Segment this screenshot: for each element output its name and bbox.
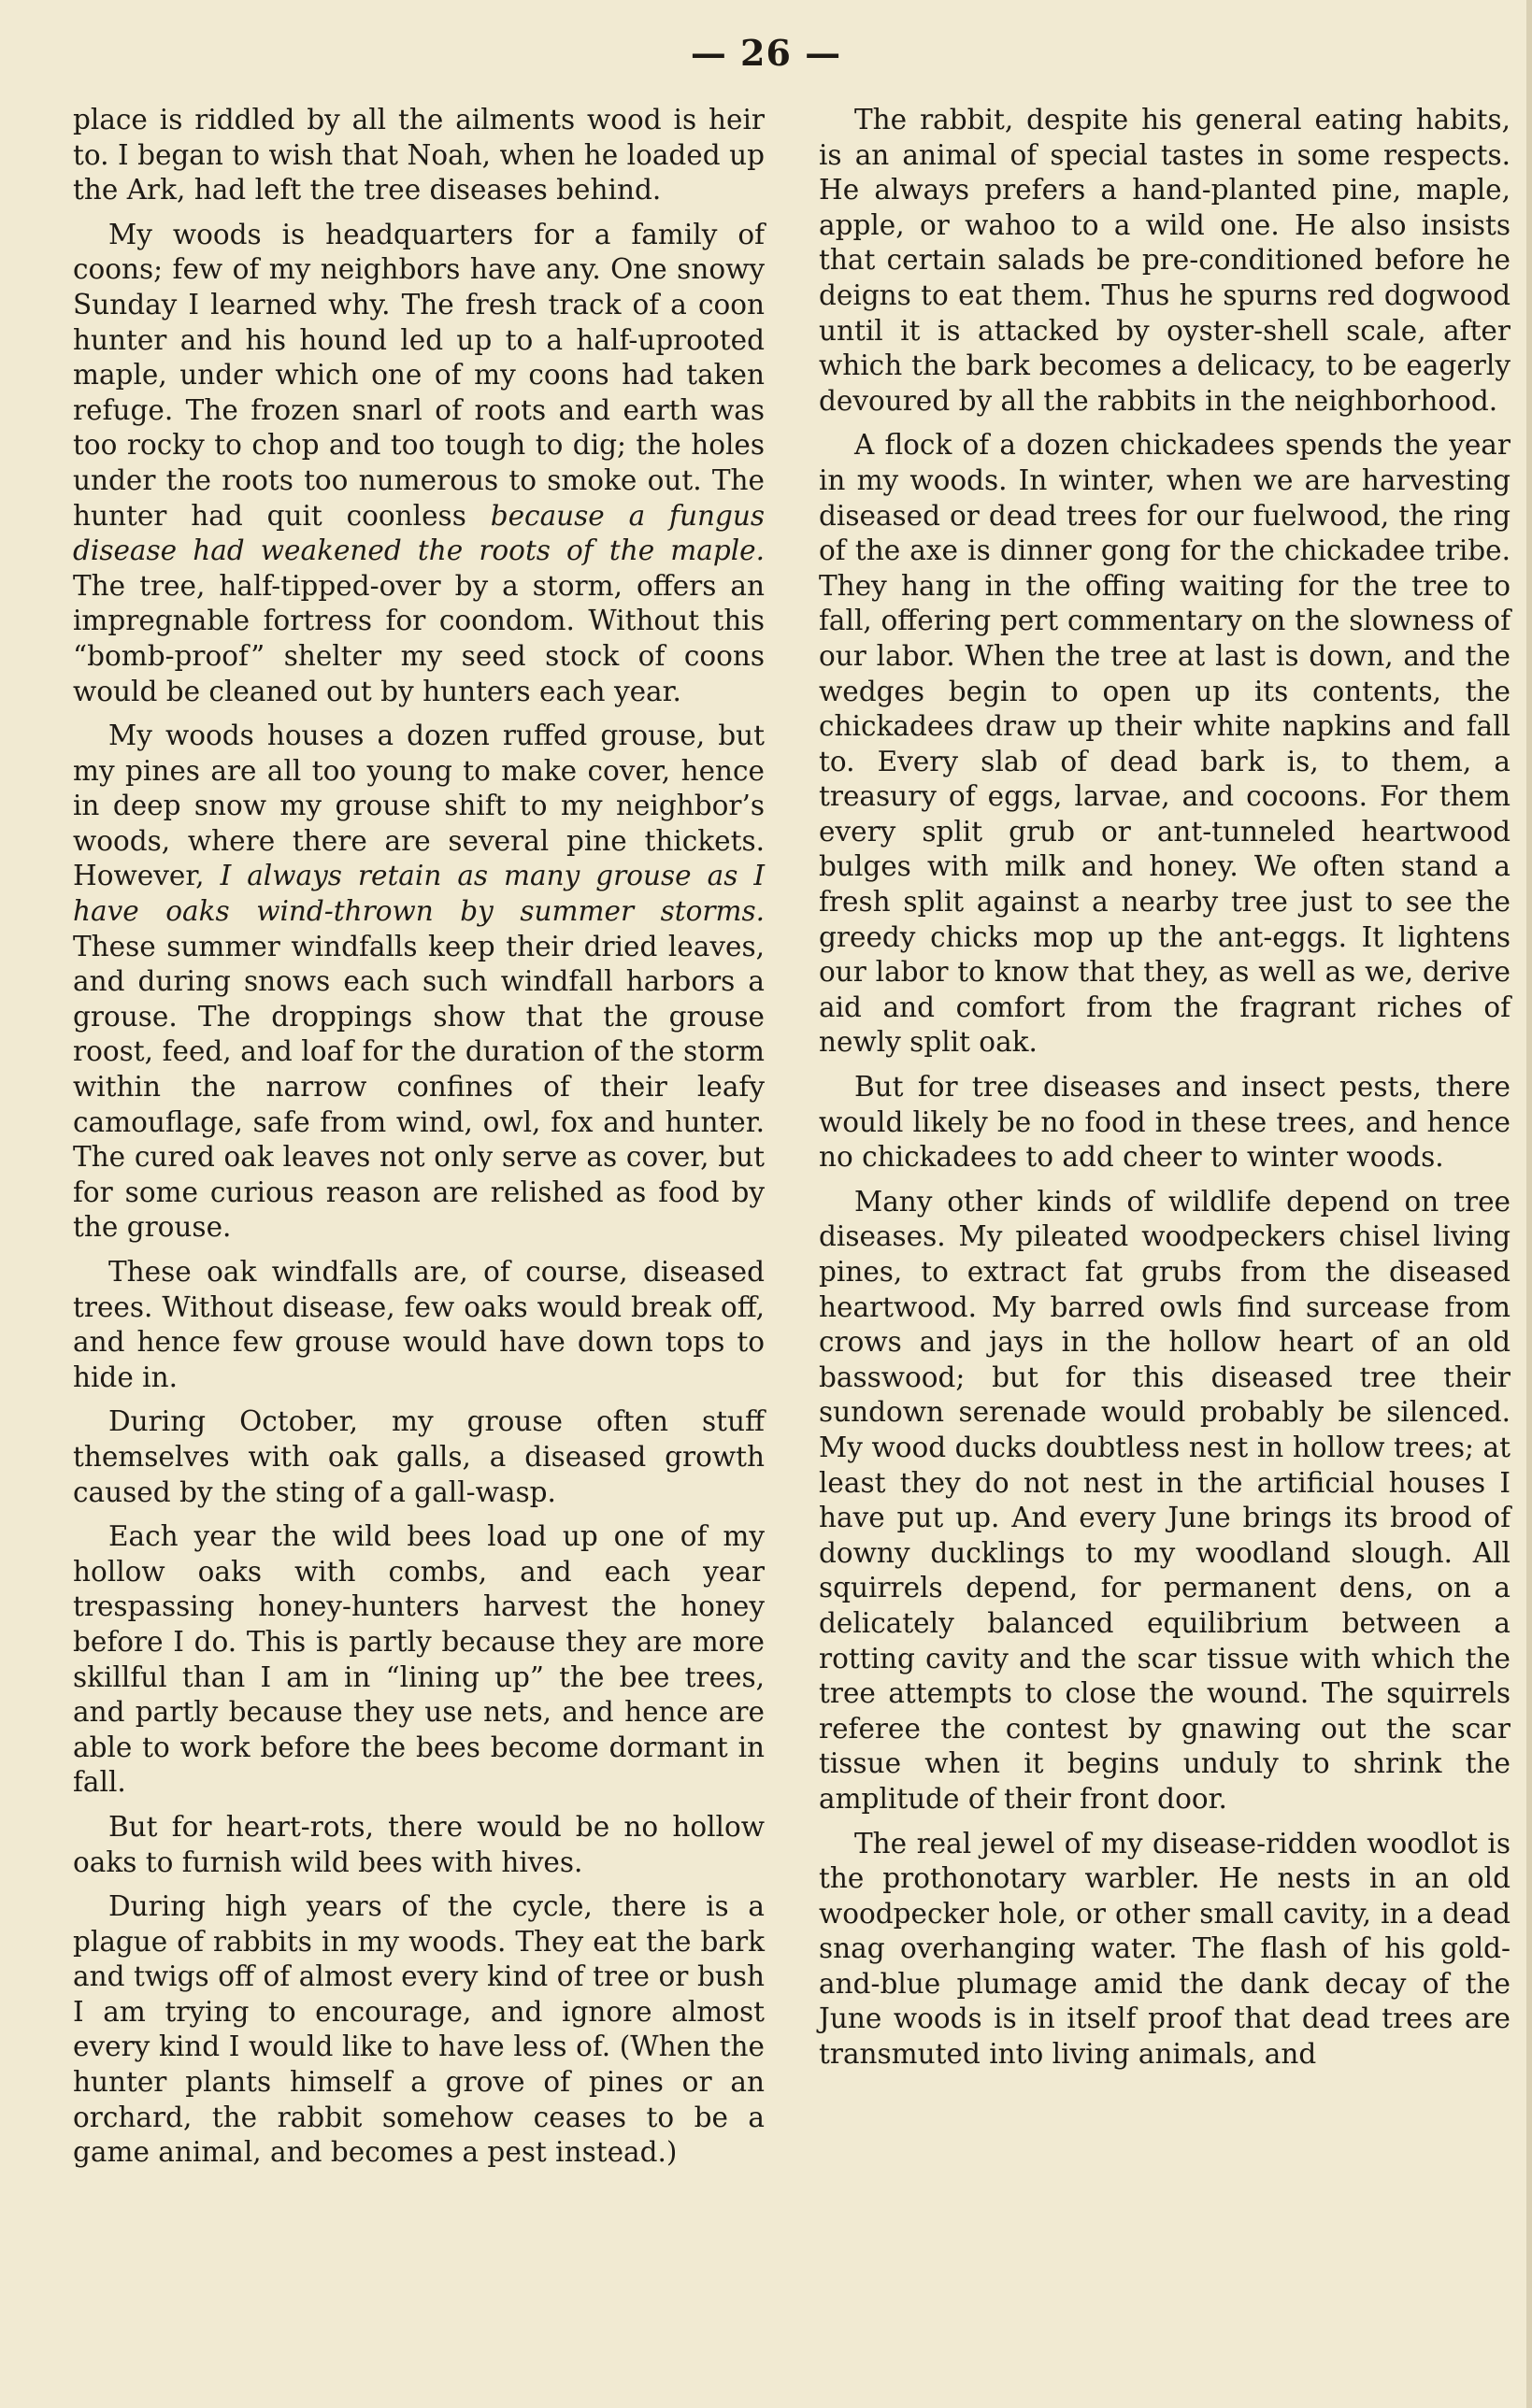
page-number: — 26 — [690, 32, 842, 74]
page-edge [1526, 0, 1532, 2408]
paragraph: These oak windfalls are, of course, diseased trees. Without disease, few oaks would break off, and hence few grouse would have down tops to hide in. [73, 1256, 765, 1393]
paragraph-text: My woods is headquarters for a family of coons; few of my neighbors have any. One snowy Sunday I learned why. The fresh track of a coon hunter and his hound led up to a half-uprooted maple, under which one of my coons had taken refuge. The frozen snarl of roots and earth was too rocky to chop and too tough to dig; the holes under the roots too numerous to smoke out. The hunter had quit coonless [73, 218, 765, 532]
paragraph: During high years of the cycle, there is a plague of rabbits in my woods. They eat the bark and twigs off of almost every kind of tree or bush I am trying to encourage, and ignore almost every kind I would like to have less of. (When the hunter plants himself a grove of pines or an orchard, the rabbit somehow ceases to be a game animal, and becomes a pest instead.) [73, 1890, 765, 2169]
paragraph: The real jewel of my disease-ridden woodlot is the prothonotary warbler. He nests in an old woodpecker hole, or other small cavity, in a dead snag overhanging water. The flash of his gold-and-blue plumage amid the dank decay of the June woods is in itself proof that dead trees are transmuted into living animals, and [819, 1827, 1511, 2071]
left-column [73, 103, 765, 2180]
right-column [819, 103, 1511, 2082]
paragraph-text: The tree, half-tipped-over by a storm, offers an impregnable fortress for coondom. Without this “bomb-proof” shelter my seed stock of coons would be cleaned out by hunters each year. [73, 569, 765, 707]
paragraph: But for tree diseases and insect pests, there would likely be no food in these trees, and hence no chickadees to add cheer to winter woods. [819, 1071, 1511, 1174]
paragraph: During October, my grouse often stuff themselves with oak galls, a diseased growth caused by the sting of a gall-wasp. [73, 1405, 765, 1508]
paragraph-text: My woods houses a dozen ruffed grouse, but my pines are all too young to make cover, hence in deep snow my grouse shift to my neighbor’s woods, where there are several pine thickets. However, [73, 720, 765, 892]
italic-emphasis: I always retain as many grouse as I have oaks wind-thrown by summer storms. [73, 860, 765, 928]
paragraph: Each year the wild bees load up one of my hollow oaks with combs, and each year trespassing honey-hunters harvest the honey before I do. This is partly because they are more skillful than I am in “lining up” the bee trees, and partly because they use nets, and hence are able to work before the bees become dormant in fall. [73, 1520, 765, 1799]
paragraph: But for heart-rots, there would be no hollow oaks to furnish wild bees with hives. [73, 1810, 765, 1878]
paragraph [73, 719, 765, 1246]
paragraph: The rabbit, despite his general eating habits, is an animal of special tastes in some respects. He always prefers a hand-planted pine, maple, apple, or wahoo to a wild one. He also insists that certain salads be pre-conditioned before he deigns to eat them. Thus he spurns red dogwood until it is attacked by oyster-shell scale, after which the bark becomes a delicacy, to be eagerly devoured by all the rabbits in the neighborhood. [819, 104, 1511, 417]
italic-emphasis: because a fungus disease had weakened the roots of the maple. [73, 499, 765, 567]
paragraph-text: These summer windfalls keep their dried leaves, and during snows each such windfall harbors a grouse. The droppings show that the grouse roost, feed, and loaf for the duration of the storm within the narrow confines of their leafy camouflage, safe from wind, owl, fox and hunter. The cured oak leaves not only serve as cover, but for some curious reason are relished as food by the grouse. [73, 930, 765, 1244]
paragraph: A flock of a dozen chickadees spends the year in my woods. In winter, when we are harvesting diseased or dead trees for our fuelwood, the ring of the axe is dinner gong for the chickadee tribe. They hang in the offing waiting for the tree to fall, offering pert commentary on the slowness of our labor. When the tree at last is down, and the wedges begin to open up its contents, the chickadees draw up their white napkins and fall to. Every slab of dead bark is, to them, a treasury of eggs, larvae, and cocoons. For them every split grub or ant-tunneled heartwood bulges with milk and honey. We often stand a fresh split against a nearby tree just to see the greedy chicks mop up the ant-eggs. It lightens our labor to know that they, as well as we, derive aid and comfort from the fragrant riches of newly split oak. [819, 429, 1511, 1059]
paragraph: Many other kinds of wildlife depend on tree diseases. My pileated woodpeckers chisel living pines, to extract fat grubs from the diseased heartwood. My barred owls find surcease from crows and jays in the hollow heart of an old basswood; but for this diseased tree their sundown serenade would probably be silenced. My wood ducks doubtless nest in hollow trees; at least they do not nest in the artificial houses I have put up. And every June brings its brood of downy ducklings to my woodland slough. All squirrels depend, for permanent dens, on a delicately balanced equilibrium between a rotting cavity and the scar tissue with which the tree attempts to close the wound. The squirrels referee the contest by gnawing out the scar tissue when it begins unduly to shrink the amplitude of their front door. [819, 1185, 1511, 1815]
paragraph [73, 218, 765, 709]
paragraph: place is riddled by all the ailments wood is heir to. I began to wish that Noah, when he loaded up the Ark, had left the tree diseases behind. [73, 104, 765, 207]
